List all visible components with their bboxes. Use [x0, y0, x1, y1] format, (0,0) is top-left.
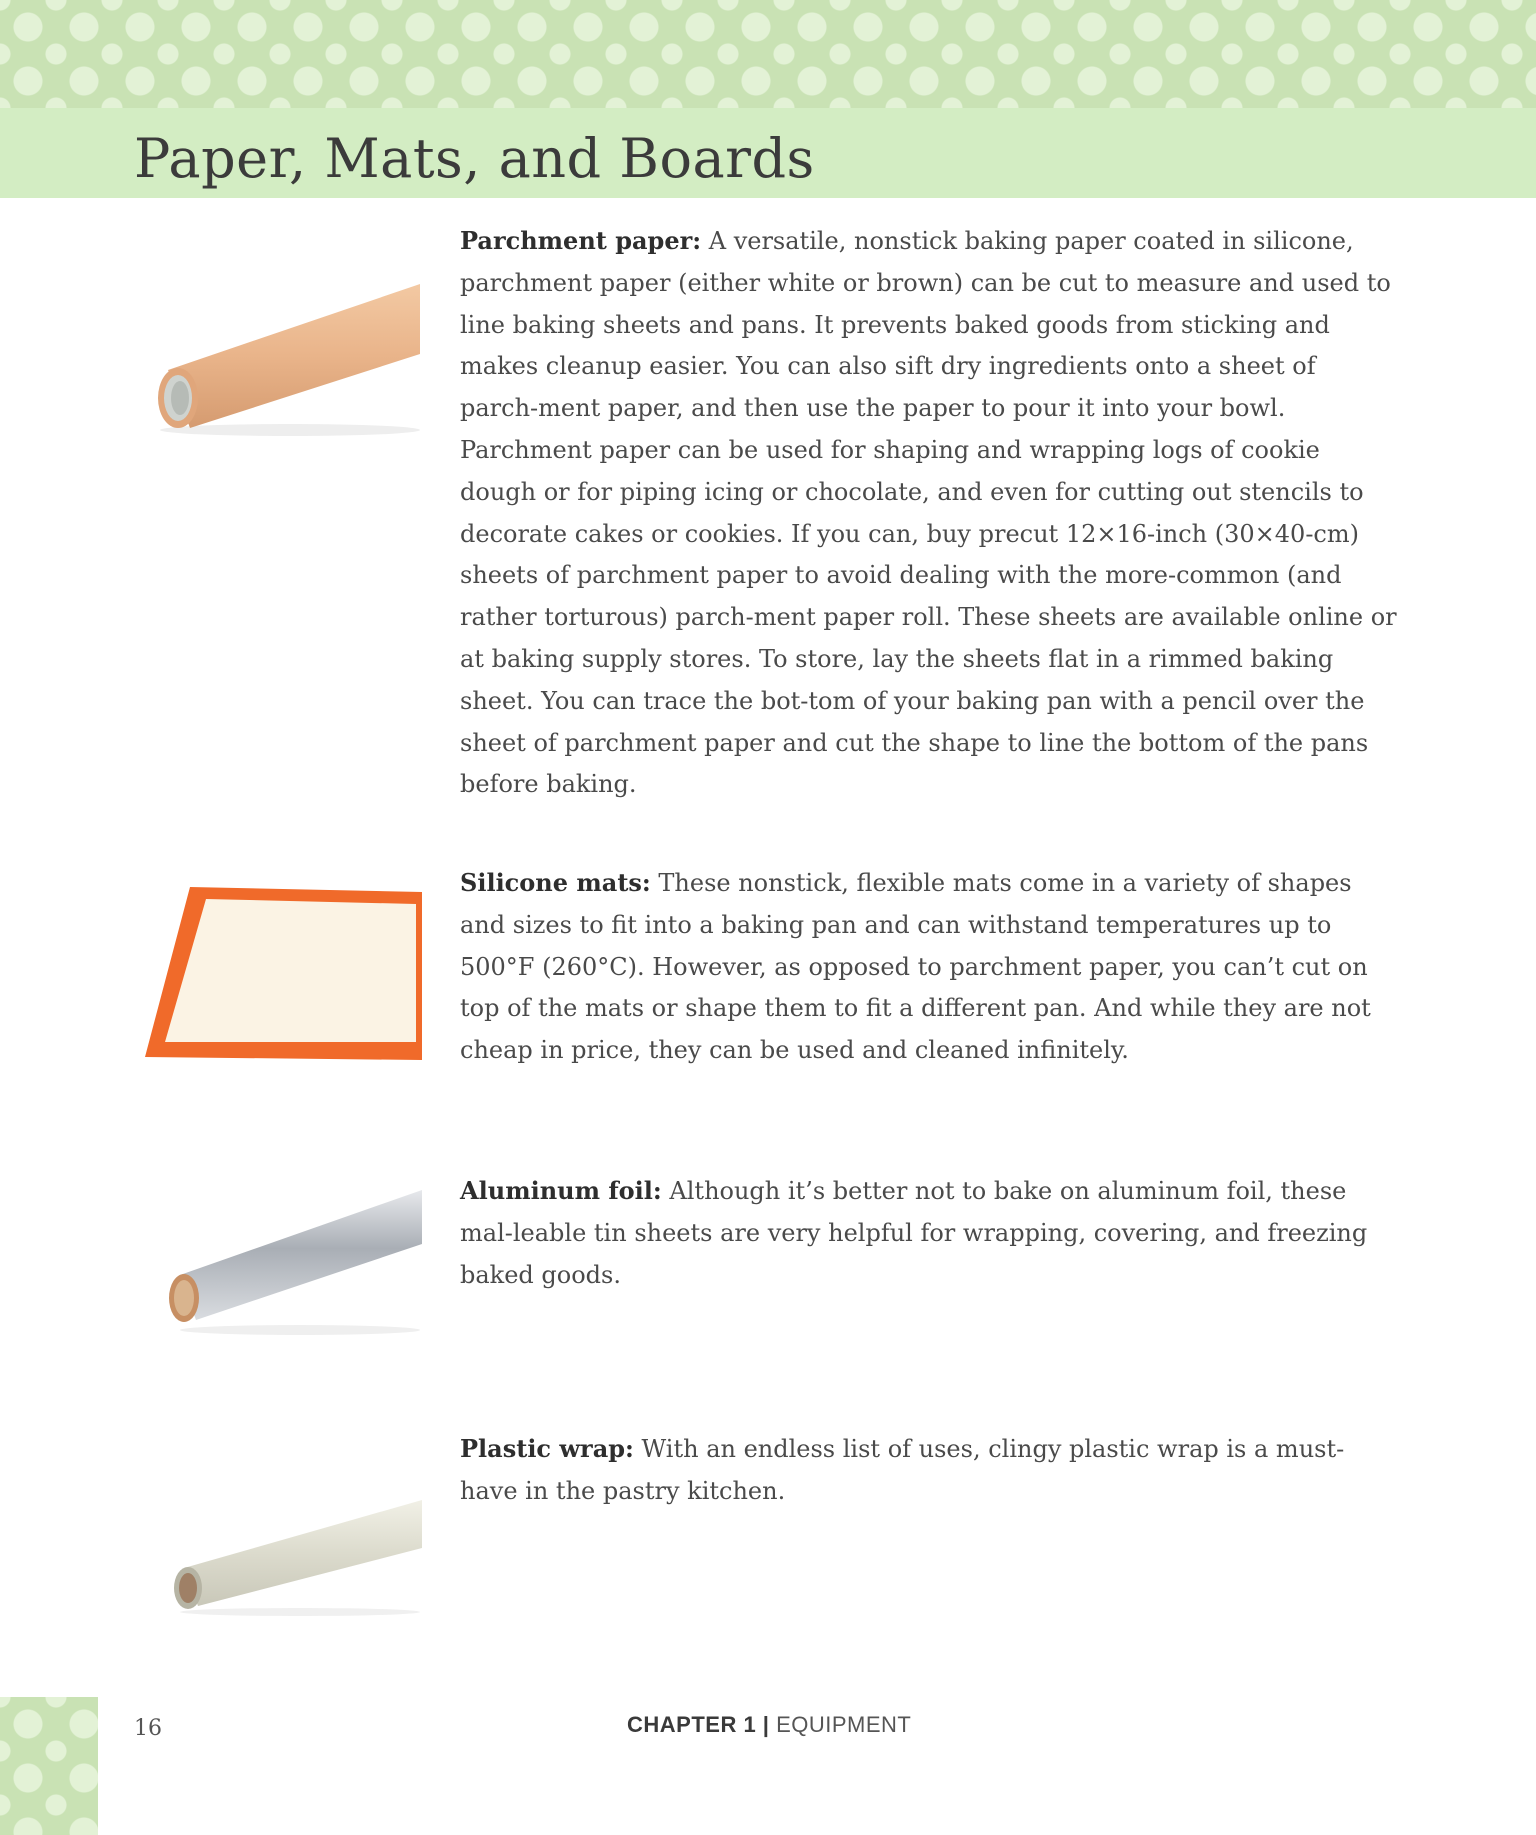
entry-term: Plastic wrap:: [460, 1434, 634, 1463]
aluminum-foil-roll-illustration: [140, 1180, 430, 1340]
entry-body: These nonstick, flexible mats come in a variety of shapes and sizes to fit into a baking pan and can withstand temperatures up to 500°F (260°C). However, as opposed to parchment paper, you can’t cut on top of the mats or shape them to fit a different pan. And while they are not cheap in price, they can be used and cleaned infinitely.: [460, 869, 1371, 1065]
entry-body: With an endless list of uses, clingy plastic wrap is a must-have in the pastry kitchen.: [460, 1435, 1345, 1505]
parchment-roll-illustration: [140, 270, 430, 440]
entry-body: A versatile, nonstick baking paper coated in silicone, parchment paper (either white or brown) can be cut to measure and used to line baking sheets and pans. It prevents baked goods from sticking and makes cleanup easier. You can also sift dry ingredients onto a sheet of parch-ment paper, and then use the paper to pour it into your bowl. Parchment paper can be used for shaping and wrapping logs of cookie dough or for piping icing or chocolate, and even for cutting out stencils to decorate cakes or cookies. If you can, buy precut 12×16-inch (30×40-cm) sheets of parchment paper to avoid dealing with the more-common (and rather torturous) parch-ment paper roll. These sheets are available online or at baking supply stores. To store, lay the sheets flat in a rimmed baking sheet. You can trace the bot-tom of your baking pan with a pencil over the sheet of parchment paper and cut the shape to line the bottom of the pans before baking.: [460, 227, 1397, 799]
plastic-wrap-roll-illustration: [140, 1490, 430, 1620]
header-pattern-band: [0, 0, 1536, 108]
entry-aluminum-foil: [460, 1170, 1400, 1296]
page-title: Paper, Mats, and Boards: [134, 127, 815, 190]
entry-silicone-mats: [460, 862, 1400, 1072]
entry-parchment-paper: [460, 220, 1400, 806]
entry-term: Silicone mats:: [460, 868, 651, 897]
running-head: [627, 1712, 911, 1738]
running-head-section: EQUIPMENT: [769, 1712, 912, 1737]
entry-term: Parchment paper:: [460, 226, 702, 255]
entry-term: Aluminum foil:: [460, 1176, 662, 1205]
silicone-mat-illustration: [140, 882, 430, 1062]
entry-body: Although it’s better not to bake on aluminum foil, these mal-leable tin sheets are very helpful for wrapping, covering, and freezing baked goods.: [460, 1177, 1368, 1289]
entry-plastic-wrap: [460, 1428, 1400, 1513]
page-number: 16: [134, 1716, 162, 1741]
running-head-chapter: CHAPTER 1 |: [627, 1712, 770, 1737]
footer-pattern: [0, 1697, 98, 1835]
